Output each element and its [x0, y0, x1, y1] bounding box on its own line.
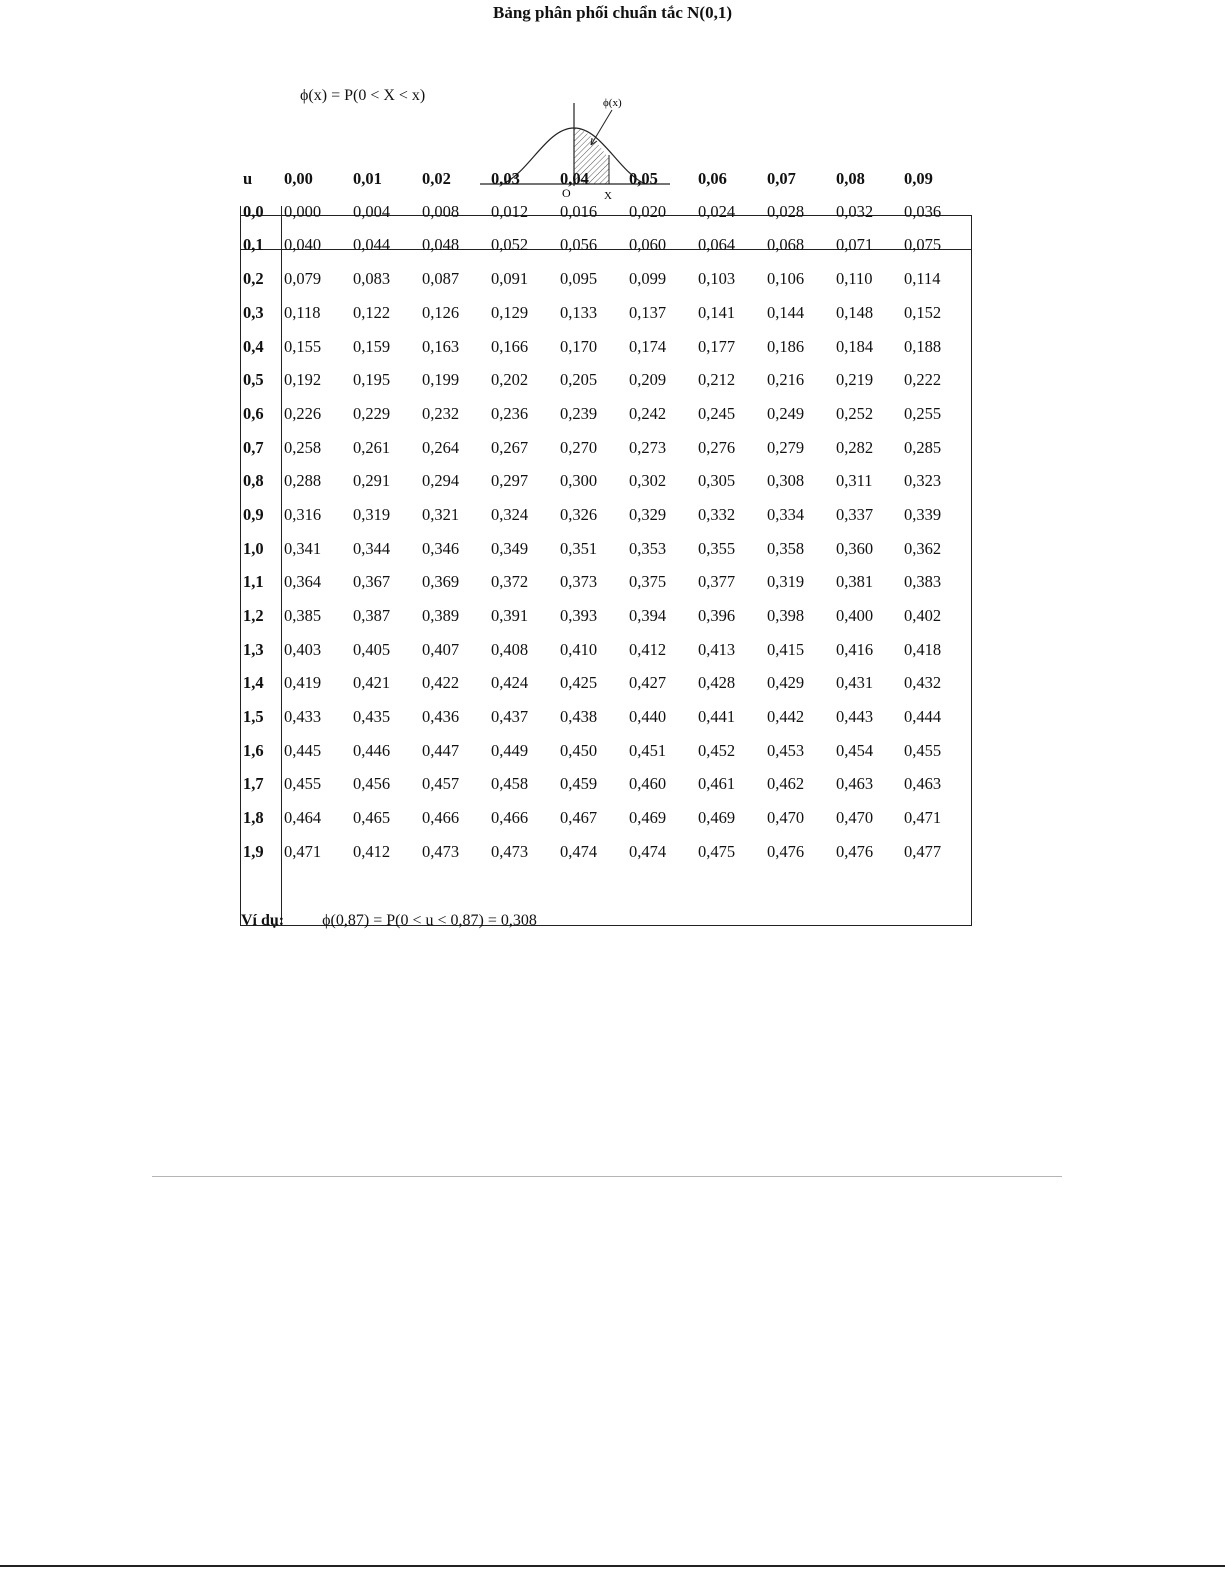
table-cell: 0,114 — [904, 269, 941, 288]
table-cell: 0,319 — [353, 505, 391, 524]
row-label: 1,4 — [243, 673, 264, 692]
table-cell: 0,351 — [560, 539, 598, 558]
table-cell: 0,071 — [836, 235, 874, 254]
table-cell: 0,249 — [767, 404, 805, 423]
row-label: 1,5 — [243, 707, 264, 726]
table-cell: 0,270 — [560, 438, 598, 457]
table-cell: 0,334 — [767, 505, 805, 524]
table-cell: 0,396 — [698, 606, 736, 625]
table-cell: 0,099 — [629, 269, 667, 288]
table-cell: 0,422 — [422, 673, 460, 692]
table-cell: 0,126 — [422, 303, 460, 322]
table-cell: 0,389 — [422, 606, 460, 625]
table-cell: 0,166 — [491, 337, 529, 356]
example-text: ϕ(0,87) = P(0 < u < 0,87) = 0,308 — [322, 912, 537, 929]
table-cell: 0,458 — [491, 774, 529, 793]
table-cell: 0,028 — [767, 202, 805, 221]
column-header: 0,06 — [698, 169, 727, 188]
table-cell: 0,429 — [767, 673, 805, 692]
table-cell: 0,466 — [422, 808, 460, 827]
table-cell: 0,267 — [491, 438, 529, 457]
table-cell: 0,332 — [698, 505, 736, 524]
table-cell: 0,195 — [353, 370, 391, 389]
table-cell: 0,394 — [629, 606, 667, 625]
table-cell: 0,441 — [698, 707, 736, 726]
table-cell: 0,064 — [698, 235, 736, 254]
table-cell: 0,103 — [698, 269, 736, 288]
table-cell: 0,226 — [284, 404, 322, 423]
table-cell: 0,279 — [767, 438, 805, 457]
table-cell: 0,216 — [767, 370, 805, 389]
table-cell: 0,464 — [284, 808, 322, 827]
table-cell: 0,471 — [284, 842, 322, 861]
table-cell: 0,137 — [629, 303, 667, 322]
table-cell: 0,148 — [836, 303, 874, 322]
column-header: 0,00 — [284, 169, 313, 188]
table-cell: 0,311 — [836, 471, 873, 490]
table-cell: 0,393 — [560, 606, 598, 625]
table-cell: 0,349 — [491, 539, 529, 558]
column-header: 0,04 — [560, 169, 589, 188]
table-cell: 0,159 — [353, 337, 391, 356]
table-cell: 0,264 — [422, 438, 460, 457]
table-cell: 0,398 — [767, 606, 805, 625]
table-cell: 0,122 — [353, 303, 391, 322]
table-cell: 0,302 — [629, 471, 667, 490]
table-cell: 0,177 — [698, 337, 736, 356]
table-cell: 0,473 — [491, 842, 529, 861]
table-cell: 0,144 — [767, 303, 805, 322]
table-cell: 0,421 — [353, 673, 391, 692]
table-cell: 0,465 — [353, 808, 391, 827]
column-header: 0,07 — [767, 169, 796, 188]
table-cell: 0,276 — [698, 438, 736, 457]
table-cell: 0,355 — [698, 539, 736, 558]
table-cell: 0,467 — [560, 808, 598, 827]
row-label: 1,2 — [243, 606, 264, 625]
table-cell: 0,110 — [836, 269, 873, 288]
table-cell: 0,419 — [284, 673, 322, 692]
page-divider — [152, 1176, 1062, 1177]
table-cell: 0,091 — [491, 269, 529, 288]
table-cell: 0,469 — [698, 808, 736, 827]
table-cell: 0,341 — [284, 539, 322, 558]
table-cell: 0,473 — [422, 842, 460, 861]
row-label: 1,1 — [243, 572, 264, 591]
table-cell: 0,329 — [629, 505, 667, 524]
table-cell: 0,192 — [284, 370, 322, 389]
table-cell: 0,236 — [491, 404, 529, 423]
table-cell: 0,285 — [904, 438, 942, 457]
row-label: 0,5 — [243, 370, 264, 389]
table-cell: 0,239 — [560, 404, 598, 423]
table-cell: 0,052 — [491, 235, 529, 254]
table-cell: 0,431 — [836, 673, 874, 692]
table-cell: 0,416 — [836, 640, 874, 659]
table-cell: 0,170 — [560, 337, 598, 356]
table-cell: 0,075 — [904, 235, 942, 254]
table-cell: 0,360 — [836, 539, 874, 558]
table-cell: 0,326 — [560, 505, 598, 524]
table-cell: 0,425 — [560, 673, 598, 692]
table-cell: 0,475 — [698, 842, 736, 861]
row-label: 1,7 — [243, 774, 264, 793]
table-cell: 0,106 — [767, 269, 805, 288]
table-cell: 0,445 — [284, 741, 322, 760]
row-label: 0,4 — [243, 337, 264, 356]
table-cell: 0,443 — [836, 707, 874, 726]
table-cell: 0,442 — [767, 707, 805, 726]
table-cell: 0,288 — [284, 471, 322, 490]
table-cell: 0,444 — [904, 707, 942, 726]
table-cell: 0,020 — [629, 202, 667, 221]
row-label: 0,7 — [243, 438, 264, 457]
table-cell: 0,212 — [698, 370, 736, 389]
table-cell: 0,372 — [491, 572, 529, 591]
table-cell: 0,358 — [767, 539, 805, 558]
table-corner-u: u — [243, 169, 253, 188]
table-cell: 0,188 — [904, 337, 942, 356]
table-cell: 0,337 — [836, 505, 874, 524]
table-cell: 0,245 — [698, 404, 736, 423]
row-label: 0,9 — [243, 505, 264, 524]
table-cell: 0,471 — [904, 808, 942, 827]
table-cell: 0,477 — [904, 842, 942, 861]
row-label: 0,6 — [243, 404, 264, 423]
table-cell: 0,297 — [491, 471, 529, 490]
table-cell: 0,232 — [422, 404, 460, 423]
table-cell: 0,174 — [629, 337, 667, 356]
table-cell: 0,476 — [836, 842, 874, 861]
column-header: 0,09 — [904, 169, 933, 188]
column-header: 0,05 — [629, 169, 658, 188]
table-cell: 0,141 — [698, 303, 736, 322]
table-cell: 0,460 — [629, 774, 667, 793]
table-cell: 0,383 — [904, 572, 942, 591]
table-cell: 0,305 — [698, 471, 736, 490]
table-cell: 0,300 — [560, 471, 598, 490]
table-cell: 0,385 — [284, 606, 322, 625]
table-cell: 0,319 — [767, 572, 805, 591]
table-cell: 0,252 — [836, 404, 874, 423]
row-label: 0,2 — [243, 269, 264, 288]
table-cell: 0,056 — [560, 235, 598, 254]
table-cell: 0,387 — [353, 606, 391, 625]
row-label: 1,6 — [243, 741, 264, 760]
table-cell: 0,155 — [284, 337, 322, 356]
table-cell: 0,199 — [422, 370, 460, 389]
table-cell: 0,412 — [629, 640, 667, 659]
table-cell: 0,457 — [422, 774, 460, 793]
table-cell: 0,087 — [422, 269, 460, 288]
table-cell: 0,412 — [353, 842, 391, 861]
table-cell: 0,432 — [904, 673, 942, 692]
table-cell: 0,048 — [422, 235, 460, 254]
row-label: 1,0 — [243, 539, 264, 558]
table-cell: 0,400 — [836, 606, 874, 625]
table-cell: 0,437 — [491, 707, 529, 726]
table-cell: 0,068 — [767, 235, 805, 254]
table-cell: 0,129 — [491, 303, 529, 322]
table-cell: 0,040 — [284, 235, 322, 254]
table-cell: 0,436 — [422, 707, 460, 726]
table-cell: 0,452 — [698, 741, 736, 760]
table-cell: 0,291 — [353, 471, 391, 490]
table-cell: 0,413 — [698, 640, 736, 659]
table-border-left — [240, 206, 241, 926]
table-border-right — [971, 215, 972, 926]
table-cell: 0,438 — [560, 707, 598, 726]
table-cell: 0,184 — [836, 337, 874, 356]
table-cell: 0,453 — [767, 741, 805, 760]
row-label-divider — [281, 206, 282, 926]
table-cell: 0,364 — [284, 572, 322, 591]
page-title: Bảng phân phối chuẩn tắc N(0,1) — [492, 3, 732, 22]
table-cell: 0,427 — [629, 673, 667, 692]
table-cell: 0,375 — [629, 572, 667, 591]
table-cell: 0,321 — [422, 505, 460, 524]
table-cell: 0,474 — [629, 842, 667, 861]
table-cell: 0,405 — [353, 640, 391, 659]
table-cell: 0,000 — [284, 202, 322, 221]
table-cell: 0,367 — [353, 572, 391, 591]
table-cell: 0,381 — [836, 572, 874, 591]
table-cell: 0,016 — [560, 202, 598, 221]
table-cell: 0,369 — [422, 572, 460, 591]
table-cell: 0,446 — [353, 741, 391, 760]
table-cell: 0,012 — [491, 202, 529, 221]
table-cell: 0,209 — [629, 370, 667, 389]
table-cell: 0,456 — [353, 774, 391, 793]
row-label: 0,1 — [243, 235, 264, 254]
phi-arrow — [591, 110, 612, 145]
table-cell: 0,377 — [698, 572, 736, 591]
table-cell: 0,095 — [560, 269, 598, 288]
column-header: 0,02 — [422, 169, 451, 188]
table-cell: 0,449 — [491, 741, 529, 760]
table-cell: 0,163 — [422, 337, 460, 356]
table-cell: 0,469 — [629, 808, 667, 827]
table-cell: 0,261 — [353, 438, 391, 457]
table-cell: 0,474 — [560, 842, 598, 861]
table-cell: 0,242 — [629, 404, 667, 423]
table-cell: 0,418 — [904, 640, 942, 659]
table-cell: 0,032 — [836, 202, 874, 221]
table-cell: 0,282 — [836, 438, 874, 457]
table-cell: 0,408 — [491, 640, 529, 659]
table-cell: 0,229 — [353, 404, 391, 423]
table-cell: 0,410 — [560, 640, 598, 659]
table-cell: 0,461 — [698, 774, 736, 793]
table-cell: 0,004 — [353, 202, 391, 221]
table-cell: 0,440 — [629, 707, 667, 726]
table-cell: 0,202 — [491, 370, 529, 389]
table-cell: 0,346 — [422, 539, 460, 558]
table-cell: 0,344 — [353, 539, 391, 558]
example-label: Ví dụ: — [241, 912, 285, 929]
table-cell: 0,459 — [560, 774, 598, 793]
table-cell: 0,462 — [767, 774, 805, 793]
table-cell: 0,476 — [767, 842, 805, 861]
row-label: 1,8 — [243, 808, 264, 827]
table-cell: 0,402 — [904, 606, 942, 625]
table-cell: 0,060 — [629, 235, 667, 254]
table-cell: 0,044 — [353, 235, 391, 254]
x-point-label: X — [604, 190, 612, 202]
table-cell: 0,079 — [284, 269, 322, 288]
table-cell: 0,083 — [353, 269, 391, 288]
row-label: 0,3 — [243, 303, 264, 322]
page-bottom-line — [0, 1565, 1225, 1567]
table-cell: 0,118 — [284, 303, 321, 322]
table-cell: 0,152 — [904, 303, 942, 322]
row-label: 1,3 — [243, 640, 264, 659]
table-cell: 0,222 — [904, 370, 942, 389]
table-cell: 0,353 — [629, 539, 667, 558]
column-header: 0,08 — [836, 169, 865, 188]
table-cell: 0,466 — [491, 808, 529, 827]
table-cell: 0,324 — [491, 505, 529, 524]
column-header: 0,03 — [491, 169, 520, 188]
table-cell: 0,294 — [422, 471, 460, 490]
table-cell: 0,450 — [560, 741, 598, 760]
table-cell: 0,424 — [491, 673, 529, 692]
table-cell: 0,454 — [836, 741, 874, 760]
table-cell: 0,433 — [284, 707, 322, 726]
table-cell: 0,455 — [284, 774, 322, 793]
table-cell: 0,470 — [836, 808, 874, 827]
table-cell: 0,323 — [904, 471, 942, 490]
row-label: 1,9 — [243, 842, 264, 861]
table-cell: 0,373 — [560, 572, 598, 591]
origin-label: O — [562, 186, 571, 200]
table-cell: 0,036 — [904, 202, 942, 221]
table-cell: 0,451 — [629, 741, 667, 760]
table-cell: 0,470 — [767, 808, 805, 827]
row-label: 0,8 — [243, 471, 264, 490]
phi-formula: ϕ(x) = P(0 < X < x) — [300, 87, 426, 104]
table-cell: 0,391 — [491, 606, 529, 625]
table-cell: 0,415 — [767, 640, 805, 659]
table-cell: 0,407 — [422, 640, 460, 659]
table-cell: 0,133 — [560, 303, 598, 322]
example-line — [241, 912, 537, 930]
table-cell: 0,435 — [353, 707, 391, 726]
table-cell: 0,362 — [904, 539, 942, 558]
table-cell: 0,219 — [836, 370, 874, 389]
row-label: 0,0 — [243, 202, 264, 221]
table-cell: 0,463 — [836, 774, 874, 793]
table-cell: 0,008 — [422, 202, 460, 221]
table-cell: 0,186 — [767, 337, 805, 356]
table-cell: 0,273 — [629, 438, 667, 457]
table-cell: 0,463 — [904, 774, 942, 793]
table-cell: 0,258 — [284, 438, 322, 457]
table-cell: 0,024 — [698, 202, 736, 221]
table-cell: 0,316 — [284, 505, 322, 524]
table-cell: 0,205 — [560, 370, 598, 389]
table-cell: 0,455 — [904, 741, 942, 760]
table-cell: 0,255 — [904, 404, 942, 423]
table-cell: 0,339 — [904, 505, 942, 524]
table-cell: 0,447 — [422, 741, 460, 760]
phi-label: ϕ(x) — [603, 97, 622, 109]
table-cell: 0,308 — [767, 471, 805, 490]
table-cell: 0,428 — [698, 673, 736, 692]
table-cell: 0,403 — [284, 640, 322, 659]
column-header: 0,01 — [353, 169, 382, 188]
